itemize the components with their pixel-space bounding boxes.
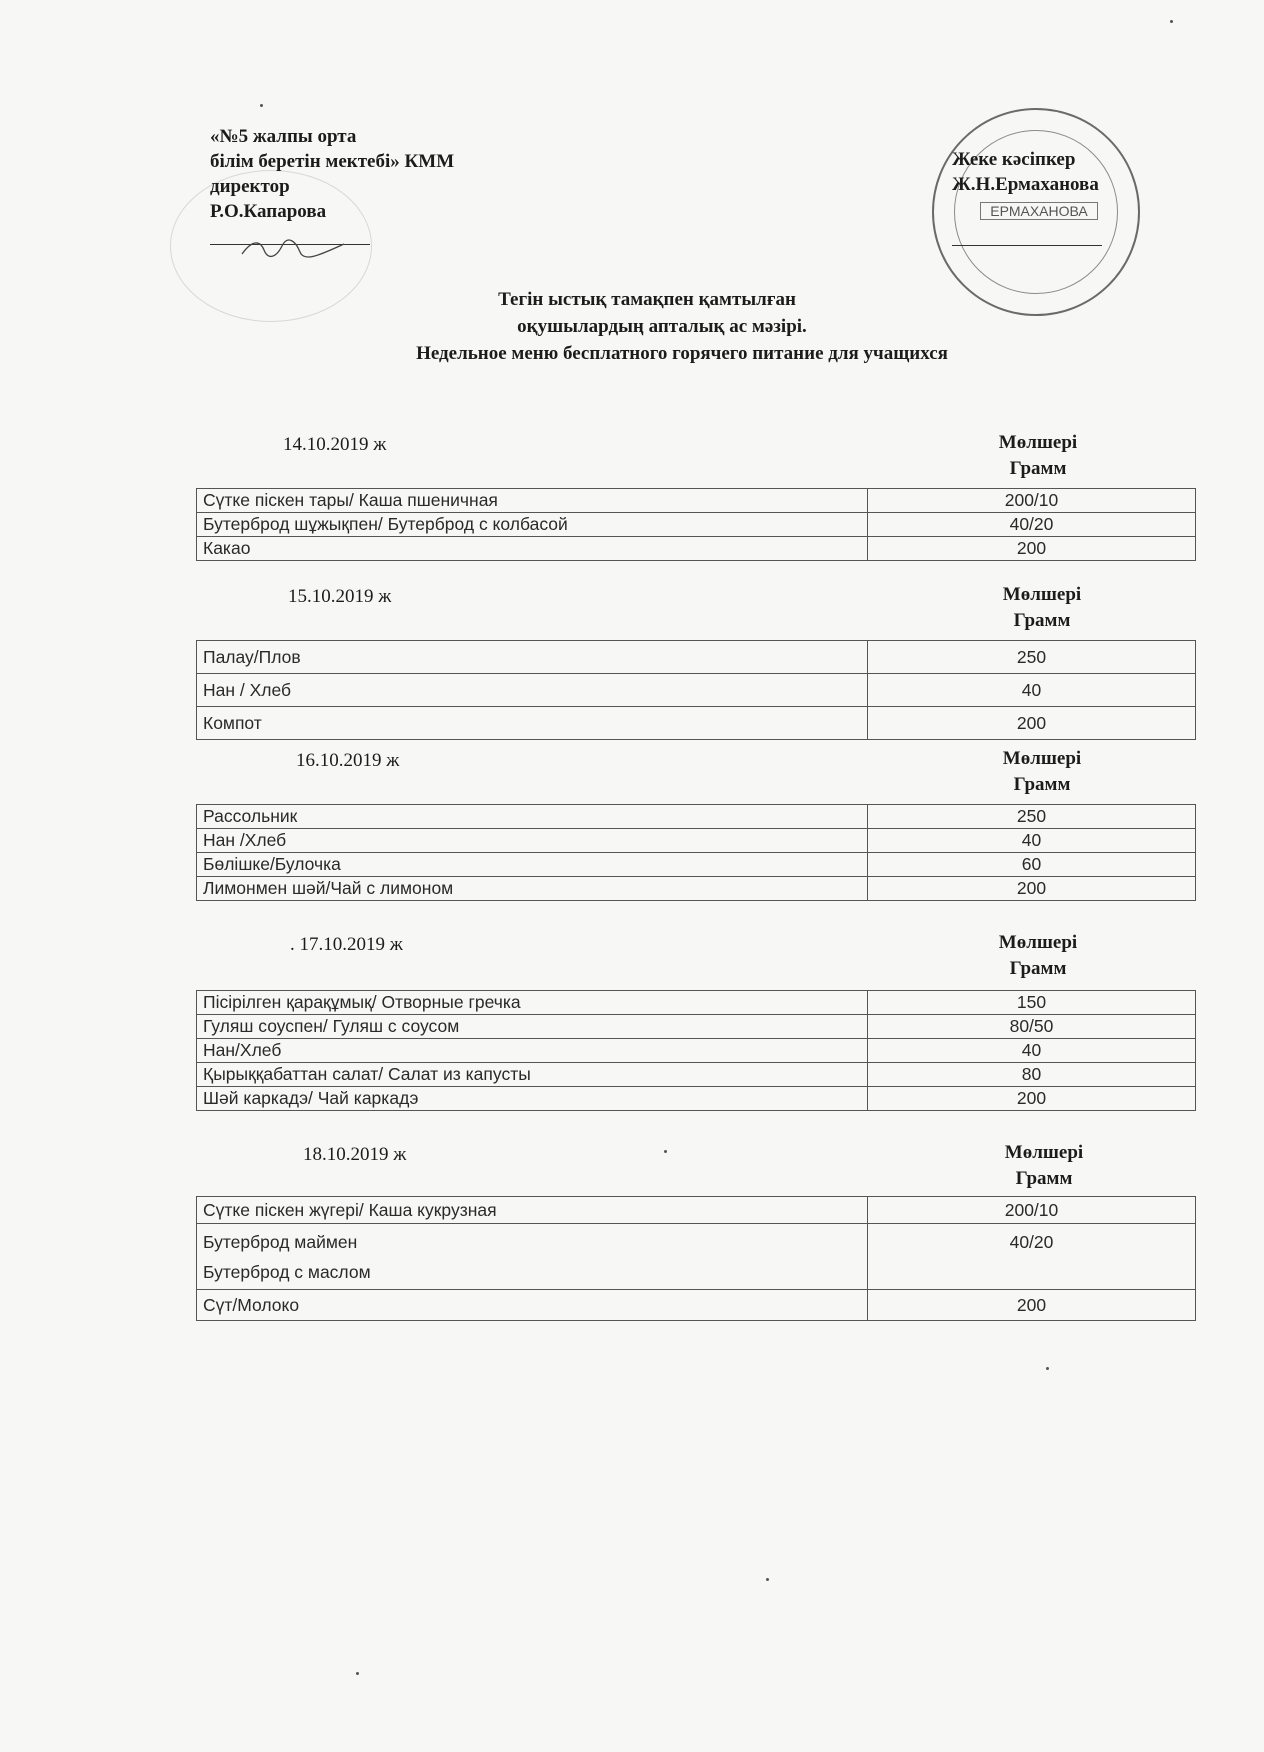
quantity-header-line2: Грамм [1013, 774, 1071, 795]
dish-cell [197, 1197, 868, 1224]
table-row [197, 1063, 1196, 1087]
scan-speck [664, 1150, 667, 1153]
quantity-header-line2: Грамм [1009, 458, 1067, 479]
day-date: 14.10.2019 ж [283, 434, 387, 455]
qty-cell: 80 [868, 1063, 1196, 1087]
approver-left-block [210, 124, 454, 245]
table-row [197, 853, 1196, 877]
dish-line: Сүт/Молоко [203, 1295, 300, 1315]
menu-table [196, 640, 1196, 740]
dish-line: Бутерброд маймен [203, 1232, 358, 1252]
qty-cell: 200 [868, 707, 1196, 740]
quantity-header [962, 746, 1122, 798]
title-line3: Недельное меню бесплатного горячего питание для учащихся [416, 343, 948, 364]
qty-cell: 200 [868, 877, 1196, 901]
table-row [197, 641, 1196, 674]
dish-cell: Какао [197, 537, 868, 561]
table-row [197, 1015, 1196, 1039]
dish-cell: Бөлішке/Булочка [197, 853, 868, 877]
quantity-header-line1: Мөлшері [998, 932, 1078, 953]
table-row [197, 805, 1196, 829]
table-row [197, 1290, 1196, 1321]
menu-table [196, 488, 1196, 561]
menu-table [196, 804, 1196, 901]
scan-speck [1170, 20, 1173, 23]
qty-cell: 200/10 [868, 489, 1196, 513]
dish-cell: Рассольник [197, 805, 868, 829]
quantity-header-line2: Грамм [1013, 610, 1071, 631]
qty-cell: 250 [868, 641, 1196, 674]
dish-cell: Пісірілген қарақұмық/ Отворные гречка [197, 991, 868, 1015]
day-date: 15.10.2019 ж [288, 586, 392, 607]
day-date: 16.10.2019 ж [296, 750, 400, 771]
approver-left-line3: директор [210, 176, 290, 197]
dish-line: Сүтке піскен жүгері/ Каша кукрузная [203, 1200, 497, 1220]
table-row [197, 1224, 1196, 1290]
quantity-header [962, 582, 1122, 634]
dish-cell: Палау/Плов [197, 641, 868, 674]
dish-cell: Компот [197, 707, 868, 740]
dish-cell: Нан/Хлеб [197, 1039, 868, 1063]
approver-left-line1: «№5 жалпы орта [210, 126, 357, 147]
table-row [197, 1039, 1196, 1063]
qty-cell: 250 [868, 805, 1196, 829]
quantity-header [958, 930, 1118, 982]
scan-speck [356, 1672, 359, 1675]
day-date: 18.10.2019 ж [303, 1144, 407, 1165]
day-header [0, 930, 1264, 990]
table-row [197, 1197, 1196, 1224]
quantity-header-line1: Мөлшері [1002, 748, 1082, 769]
qty-cell: 200/10 [868, 1197, 1196, 1224]
dish-cell [197, 1224, 868, 1290]
dish-cell: Гуляш соуспен/ Гуляш с соусом [197, 1015, 868, 1039]
table-row [197, 877, 1196, 901]
qty-cell: 200 [868, 1087, 1196, 1111]
day-header [0, 746, 1264, 806]
quantity-header [958, 430, 1118, 482]
menu-table [196, 1196, 1196, 1321]
qty-cell: 60 [868, 853, 1196, 877]
qty-cell: 40/20 [868, 513, 1196, 537]
qty-cell: 40 [868, 1039, 1196, 1063]
title-line1: Тегін ыстық тамақпен қамтылған [498, 289, 796, 310]
menu-table [196, 990, 1196, 1111]
dish-cell: Нан /Хлеб [197, 829, 868, 853]
dish-cell [197, 1290, 868, 1321]
table-row [197, 991, 1196, 1015]
dish-cell: Сүтке піскен тары/ Каша пшеничная [197, 489, 868, 513]
quantity-header-line2: Грамм [1015, 1168, 1073, 1189]
signature-left-icon [238, 236, 348, 262]
dish-cell: Шәй каркадэ/ Чай каркадэ [197, 1087, 868, 1111]
approver-right-line2: Ж.Н.Ермаханова [952, 174, 1099, 195]
day-header [0, 1140, 1264, 1200]
qty-cell: 40 [868, 829, 1196, 853]
approver-right-line1: Жеке кәсіпкер [952, 149, 1076, 170]
scan-speck [260, 104, 263, 107]
approver-right-block [952, 147, 1102, 246]
table-row [197, 674, 1196, 707]
dish-cell: Бутерброд шұжықпен/ Бутерброд с колбасой [197, 513, 868, 537]
title-line2: оқушылардың апталық ас мәзірі. [517, 316, 807, 337]
quantity-header-line1: Мөлшері [998, 432, 1078, 453]
stamp-name: ЕРМАХАНОВА [980, 202, 1098, 220]
qty-cell: 200 [868, 537, 1196, 561]
quantity-header-line1: Мөлшері [1002, 584, 1082, 605]
approver-left-line4: Р.О.Капарова [210, 201, 327, 222]
dish-cell: Қырыққабаттан салат/ Салат из капусты [197, 1063, 868, 1087]
qty-cell: 200 [868, 1290, 1196, 1321]
table-row [197, 489, 1196, 513]
quantity-header-line2: Грамм [1009, 958, 1067, 979]
quantity-header [964, 1140, 1124, 1192]
day-header [0, 582, 1264, 642]
table-row [197, 513, 1196, 537]
scan-speck [1046, 1367, 1049, 1370]
qty-cell: 150 [868, 991, 1196, 1015]
quantity-header-line1: Мөлшері [1004, 1142, 1084, 1163]
dish-cell: Лимонмен шәй/Чай с лимоном [197, 877, 868, 901]
day-date: . 17.10.2019 ж [290, 934, 403, 955]
signature-line-right [952, 245, 1102, 246]
approver-left-line2: білім беретін мектебі» КММ [210, 151, 455, 172]
day-header [0, 430, 1264, 490]
table-row [197, 829, 1196, 853]
scan-speck [766, 1578, 769, 1581]
table-row [197, 707, 1196, 740]
qty-cell: 40/20 [868, 1224, 1196, 1290]
qty-cell: 40 [868, 674, 1196, 707]
table-row [197, 1087, 1196, 1111]
qty-cell: 80/50 [868, 1015, 1196, 1039]
table-row [197, 537, 1196, 561]
dish-cell: Нан / Хлеб [197, 674, 868, 707]
dish-line: Бутерброд с маслом [203, 1262, 371, 1282]
